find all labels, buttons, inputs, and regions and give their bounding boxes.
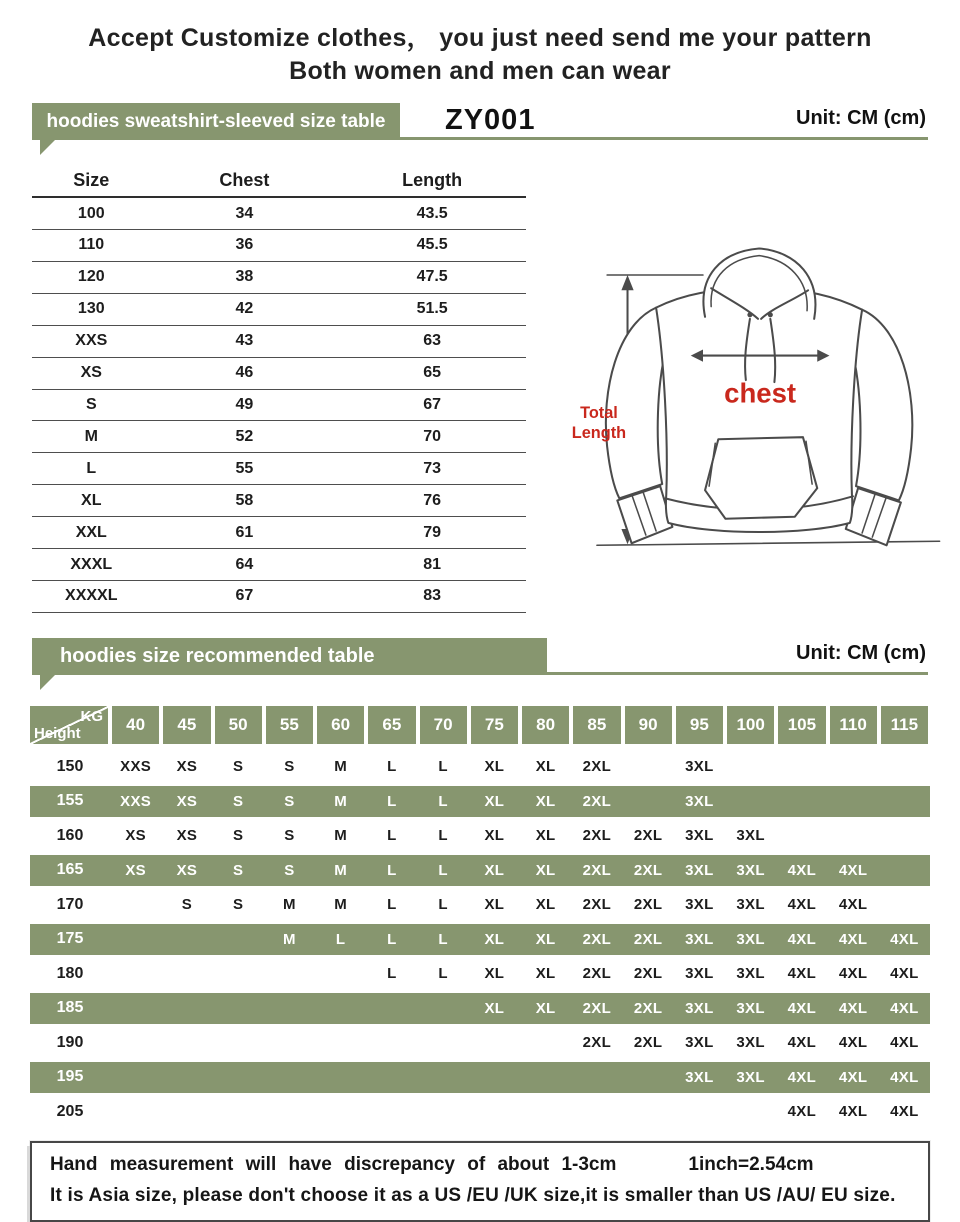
size-table-cell: 43.5 — [338, 197, 526, 230]
size-table-banner-label: hoodies sweatshirt-sleeved size table — [46, 110, 386, 132]
size-table-cell: 38 — [151, 261, 339, 293]
kg-column-header: 45 — [161, 706, 212, 744]
size-table-banner — [32, 103, 400, 140]
height-row — [30, 855, 930, 886]
size-table — [32, 165, 526, 613]
recommended-size-cell: 2XL — [582, 965, 612, 982]
height-label: 155 — [56, 792, 84, 809]
recommended-table-banner-label: hoodies size recommended table — [60, 645, 375, 667]
kg-column-header: 75 — [469, 706, 520, 744]
recommended-size-cell: 4XL — [838, 1068, 868, 1086]
size-table-cell: 67 — [151, 580, 339, 612]
recommended-size-cell: 2XL — [582, 827, 612, 844]
recommended-size-cell: 2XL — [633, 965, 663, 982]
recommended-size-cell: M — [282, 930, 296, 948]
recommended-size-cell: M — [282, 896, 296, 913]
recommended-size-cell: XS — [176, 861, 198, 879]
height-row — [30, 993, 930, 1024]
size-table-cell: 65 — [338, 357, 526, 389]
recommended-size-cell: L — [438, 827, 448, 844]
recommended-size-cell: 3XL — [736, 1034, 765, 1051]
recommended-size-cell: 3XL — [736, 861, 765, 879]
recommended-size-cell: 4XL — [890, 1068, 919, 1086]
kg-column-header: 100 — [725, 706, 776, 744]
size-table-cell: XXXXL — [32, 580, 151, 612]
recommended-size-cell: M — [334, 861, 348, 879]
pocket — [705, 437, 817, 519]
size-table-cell: 81 — [338, 549, 526, 581]
size-table-cell: 130 — [32, 293, 151, 325]
corner-height-label: Height — [34, 725, 81, 742]
height-row — [30, 958, 930, 989]
size-table-cell: 45.5 — [338, 230, 526, 262]
size-table-row — [32, 230, 526, 262]
recommended-size-cell: L — [387, 861, 397, 879]
recommended-size-cell: 3XL — [685, 827, 714, 844]
recommended-size-cell: 2XL — [633, 930, 663, 948]
recommended-size-cell: 3XL — [685, 999, 714, 1017]
size-table-banner-row — [32, 103, 928, 155]
recommended-size-cell: XXS — [120, 792, 152, 810]
size-table-cell: 73 — [338, 453, 526, 485]
recommended-size-cell: 3XL — [685, 1068, 714, 1086]
size-table-row — [32, 389, 526, 421]
height-row — [30, 1027, 930, 1058]
recommended-size-cell: L — [438, 896, 448, 913]
recommended-size-cell: XL — [484, 965, 505, 982]
recommended-size-cell: 4XL — [838, 1034, 868, 1051]
size-table-row — [32, 421, 526, 453]
recommended-size-cell: XS — [125, 827, 146, 844]
heading-line2: Both women and men can wear — [289, 56, 671, 85]
recommended-size-cell: 2XL — [633, 1034, 663, 1051]
recommended-size-cell: 2XL — [582, 1034, 612, 1051]
page-title — [0, 0, 960, 87]
recommended-size-cell: 4XL — [787, 965, 817, 982]
height-row — [30, 820, 930, 851]
footer-inch-note: 1inch=2.54cm — [688, 1154, 814, 1175]
recommended-size-cell: L — [387, 930, 397, 948]
footer-note — [30, 1141, 930, 1222]
recommended-size-cell: XL — [484, 792, 505, 810]
height-label: 180 — [56, 964, 84, 982]
size-table-cell: 76 — [338, 485, 526, 517]
recommended-size-cell: 4XL — [787, 930, 817, 948]
recommended-size-cell: XL — [535, 827, 556, 844]
size-table-cell: 110 — [32, 230, 151, 262]
recommended-size-cell: 3XL — [685, 792, 714, 810]
recommended-size-cell: 2XL — [633, 861, 663, 879]
recommended-size-cell: XL — [484, 896, 505, 913]
recommended-size-cell: L — [438, 965, 448, 982]
size-table-cell: 52 — [151, 421, 339, 453]
corner-kg-label: KG — [80, 708, 103, 725]
size-table-cell: XL — [32, 485, 151, 517]
matrix-body — [30, 751, 930, 1127]
recommended-size-cell: 3XL — [685, 930, 714, 948]
recommended-size-cell: XS — [176, 792, 198, 810]
size-table-cell: 58 — [151, 485, 339, 517]
recommended-size-cell: L — [387, 896, 397, 913]
recommended-size-cell: 3XL — [736, 965, 765, 982]
recommended-table-banner — [32, 638, 547, 675]
hoodie-illustration — [550, 227, 958, 579]
recommended-size-cell: L — [438, 930, 448, 948]
size-table-row — [32, 197, 526, 230]
size-table-cell: XXXL — [32, 549, 151, 581]
height-label: 205 — [56, 1102, 84, 1120]
recommended-size-cell: 4XL — [838, 896, 868, 913]
size-table-cell: 43 — [151, 325, 339, 357]
recommended-size-cell: 4XL — [838, 999, 868, 1017]
size-table-cell: 51.5 — [338, 293, 526, 325]
size-table-row — [32, 261, 526, 293]
size-table-cell: 36 — [151, 230, 339, 262]
kg-column-header: 60 — [315, 706, 366, 744]
hood — [703, 248, 815, 318]
footer-line1 — [50, 1154, 910, 1176]
recommended-size-cell: 3XL — [736, 1068, 765, 1086]
height-label: 185 — [56, 999, 84, 1016]
recommended-size-cell: 2XL — [582, 896, 612, 913]
size-table-column-header: Length — [338, 165, 526, 197]
kg-column-header: 90 — [623, 706, 674, 744]
kg-height-corner — [30, 706, 110, 744]
total-length-label-line1: Total — [580, 403, 618, 422]
recommended-size-cell: 4XL — [787, 999, 817, 1017]
recommended-size-cell: 3XL — [685, 861, 714, 879]
recommended-size-cell: M — [334, 792, 348, 810]
recommended-size-cell: XL — [484, 930, 505, 948]
size-table-cell: 49 — [151, 389, 339, 421]
size-table-header-row — [32, 165, 526, 197]
heading-line1: Accept Customize clothes， you just need send me your pattern — [88, 24, 872, 52]
size-table-cell: 42 — [151, 293, 339, 325]
recommended-size-cell: S — [232, 896, 244, 913]
recommended-size-cell: S — [284, 861, 295, 879]
recommended-size-cell: S — [232, 861, 244, 879]
recommended-size-table — [30, 706, 930, 1127]
kg-column-header: 65 — [366, 706, 417, 744]
model-code: ZY001 — [445, 104, 536, 136]
recommended-size-cell: XL — [535, 896, 556, 913]
height-label: 190 — [56, 1033, 84, 1051]
size-table-cell: 67 — [338, 389, 526, 421]
recommended-size-cell: 4XL — [890, 930, 919, 948]
recommended-size-cell: XL — [535, 861, 556, 879]
recommended-size-cell: L — [387, 758, 397, 775]
size-table-row — [32, 517, 526, 549]
recommended-size-cell: XL — [535, 792, 556, 810]
recommended-size-cell: XL — [484, 827, 505, 844]
footer-measure-note: Hand measurement will have discrepancy of about 1-3cm — [50, 1154, 617, 1175]
size-table-row — [32, 580, 526, 612]
height-row — [30, 889, 930, 920]
height-label: 170 — [56, 895, 84, 913]
size-table-cell: 100 — [32, 197, 151, 230]
kg-header-row — [30, 706, 930, 744]
recommended-size-cell: XL — [484, 861, 505, 879]
size-table-cell: XS — [32, 357, 151, 389]
chest-label: chest — [724, 377, 797, 409]
recommended-size-cell: 4XL — [838, 965, 868, 982]
recommended-size-cell: XL — [484, 999, 505, 1017]
recommended-size-cell: 3XL — [685, 758, 714, 775]
recommended-size-cell: L — [387, 965, 397, 982]
recommended-size-cell: XL — [535, 965, 556, 982]
recommended-size-cell: 2XL — [582, 999, 612, 1017]
recommended-size-cell: 4XL — [890, 965, 919, 982]
recommended-size-cell: 3XL — [685, 965, 714, 982]
size-table-cell: 46 — [151, 357, 339, 389]
recommended-size-cell: L — [438, 861, 448, 879]
size-table-column-header: Size — [32, 165, 151, 197]
recommended-size-cell: XL — [535, 999, 556, 1017]
size-table-cell: 64 — [151, 549, 339, 581]
kg-column-header: 105 — [776, 706, 827, 744]
size-table-column-header: Chest — [151, 165, 339, 197]
size-table-cell: 63 — [338, 325, 526, 357]
banner-tail — [40, 140, 55, 155]
recommended-size-cell: 4XL — [787, 1068, 817, 1086]
recommended-size-cell: XL — [535, 930, 556, 948]
recommended-size-cell: S — [284, 827, 295, 844]
recommended-size-cell: XS — [125, 861, 146, 879]
recommended-size-cell: XS — [176, 758, 198, 775]
total-length-label-line2: Length — [571, 424, 627, 443]
size-table-cell: M — [32, 421, 151, 453]
recommended-size-cell: 4XL — [838, 930, 868, 948]
recommended-size-cell: L — [438, 792, 448, 810]
size-table-row — [32, 325, 526, 357]
unit-label-2: Unit: CM (cm) — [796, 642, 926, 664]
recommended-size-cell: 2XL — [582, 930, 612, 948]
recommended-size-cell: S — [181, 896, 193, 913]
recommended-size-cell: S — [284, 758, 295, 775]
recommended-size-cell: XS — [176, 827, 198, 844]
kg-column-header: 110 — [828, 706, 879, 744]
height-label: 165 — [56, 861, 84, 878]
height-row — [30, 786, 930, 817]
recommended-size-cell: L — [438, 758, 448, 775]
kg-column-header: 50 — [213, 706, 264, 744]
recommended-size-cell: 3XL — [736, 999, 765, 1017]
recommended-size-cell: 4XL — [838, 1103, 868, 1120]
unit-label: Unit: CM (cm) — [796, 107, 926, 129]
size-table-row — [32, 549, 526, 581]
footer-line2: It is Asia size, please don't choose it as a US /EU /UK size,it is smaller than US /AU/ EU size. — [50, 1185, 896, 1206]
size-table-row — [32, 357, 526, 389]
recommended-size-cell: XL — [535, 758, 556, 775]
height-row — [30, 751, 930, 782]
recommended-size-cell: S — [232, 827, 244, 844]
kg-column-header: 115 — [879, 706, 930, 744]
recommended-size-cell: XXS — [120, 758, 152, 775]
height-row — [30, 1096, 930, 1127]
height-row — [30, 1062, 930, 1093]
recommended-size-cell: 3XL — [736, 896, 765, 913]
recommended-size-cell: L — [387, 827, 397, 844]
size-table-cell: 120 — [32, 261, 151, 293]
height-label: 175 — [56, 930, 84, 947]
recommended-size-cell: 4XL — [890, 1103, 919, 1120]
recommended-size-cell: 4XL — [838, 861, 868, 879]
recommended-table-banner-row — [32, 638, 928, 690]
recommended-size-cell: 4XL — [787, 896, 817, 913]
recommended-size-cell: 2XL — [582, 758, 612, 775]
height-label: 160 — [56, 826, 84, 844]
size-table-row — [32, 293, 526, 325]
recommended-size-cell: 3XL — [685, 1034, 714, 1051]
size-table-cell: XXS — [32, 325, 151, 357]
size-table-cell: 47.5 — [338, 261, 526, 293]
recommended-size-cell: 2XL — [582, 792, 612, 810]
size-table-cell: 61 — [151, 517, 339, 549]
kg-column-header: 55 — [264, 706, 315, 744]
recommended-size-cell: L — [387, 792, 397, 810]
recommended-size-cell: 3XL — [685, 896, 714, 913]
hoodie-diagram — [550, 227, 958, 620]
size-table-cell: S — [32, 389, 151, 421]
recommended-size-cell: 3XL — [736, 930, 765, 948]
recommended-size-cell: 4XL — [787, 1034, 817, 1051]
size-table-cell: 83 — [338, 580, 526, 612]
kg-column-header: 40 — [110, 706, 161, 744]
kg-column-header: 95 — [674, 706, 725, 744]
recommended-size-cell: 2XL — [633, 999, 663, 1017]
recommended-size-cell: 4XL — [787, 1103, 817, 1120]
recommended-size-cell: M — [334, 758, 348, 775]
recommended-size-cell: L — [335, 930, 346, 948]
size-table-cell: 70 — [338, 421, 526, 453]
size-table-cell: 79 — [338, 517, 526, 549]
recommended-size-cell: S — [232, 792, 244, 810]
recommended-size-cell: 4XL — [787, 861, 817, 879]
kg-column-header: 70 — [418, 706, 469, 744]
size-table-cell: XXL — [32, 517, 151, 549]
kg-column-header: 85 — [571, 706, 622, 744]
recommended-size-cell: S — [284, 792, 295, 810]
recommended-size-cell: 2XL — [633, 896, 663, 913]
size-table-cell: 55 — [151, 453, 339, 485]
size-table-row — [32, 485, 526, 517]
recommended-size-cell: 3XL — [736, 827, 765, 844]
height-label: 195 — [56, 1068, 84, 1085]
size-table-cell: L — [32, 453, 151, 485]
recommended-size-cell: 4XL — [890, 999, 919, 1017]
height-row — [30, 924, 930, 955]
size-table-cell: 34 — [151, 197, 339, 230]
kg-column-header: 80 — [520, 706, 571, 744]
recommended-size-cell: M — [334, 827, 348, 844]
recommended-size-cell: 4XL — [890, 1034, 919, 1051]
recommended-size-cell: 2XL — [582, 861, 612, 879]
recommended-size-cell: M — [334, 896, 348, 913]
size-section — [32, 165, 960, 620]
size-table-row — [32, 453, 526, 485]
height-label: 150 — [56, 757, 84, 775]
banner-tail-2 — [40, 675, 55, 690]
recommended-size-cell: S — [232, 758, 244, 775]
recommended-size-cell: XL — [484, 758, 505, 775]
recommended-size-cell: 2XL — [633, 827, 663, 844]
